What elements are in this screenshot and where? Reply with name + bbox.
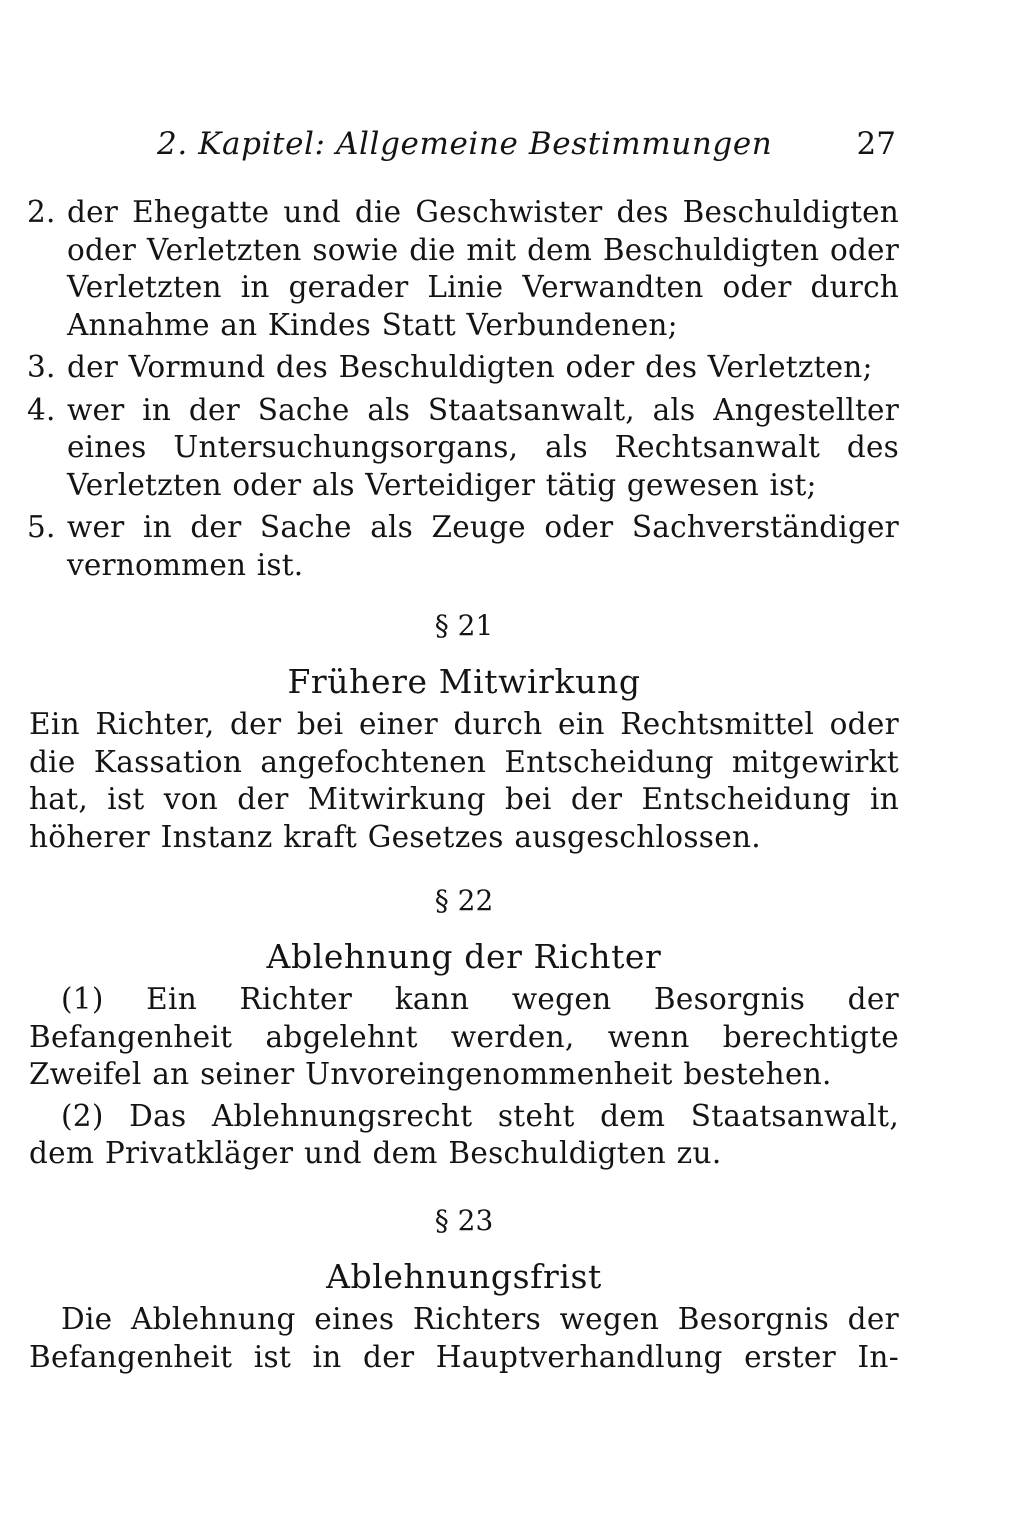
list-item-number: 2. [27, 195, 56, 229]
enumerated-list [27, 194, 899, 589]
section-23 [29, 1201, 899, 1380]
list-item [27, 349, 899, 387]
list-item [27, 194, 899, 344]
section-22 [29, 881, 899, 1177]
section-paragraph: (2) Das Ablehnungsrecht steht dem Staatsanwalt, dem Privatkläger und dem Beschuldigten zu. [29, 1098, 899, 1170]
list-item-number: 4. [27, 392, 56, 427]
list-item [27, 509, 899, 584]
list-item-text: wer in der Sache als Staatsanwalt, als Angestellter eines Untersuchungsorgans, als Rechtsanwalt des Verletzten oder als Verteidiger tätig gewesen ist; [67, 392, 899, 502]
list-item [27, 392, 899, 505]
section-paragraph: (1) Ein Richter kann wegen Besorgnis der Befangenheit abgelehnt werden, wenn berechtigte Zweifel an seiner Unvoreingenommenheit bestehen. [29, 982, 899, 1091]
section-heading: Frühere Mitwirkung [287, 662, 641, 701]
list-item-text: der Vormund des Beschuldigten oder des Verletzten; [67, 350, 873, 384]
section-number: § 22 [434, 884, 494, 917]
list-item-number: 5. [27, 510, 56, 544]
list-item-text: wer in der Sache als Zeuge oder Sachverständiger vernommen ist. [67, 510, 899, 582]
section-heading: Ablehnungsfrist [326, 1257, 602, 1296]
running-header [0, 120, 1024, 168]
chapter-title: 2. Kapitel: Allgemeine Bestimmungen [157, 126, 773, 162]
section-paragraph: Die Ablehnung eines Richters wegen Besorgnis der Befangenheit ist in der Hauptverhandlung erster In- [29, 1302, 899, 1374]
list-item-number: 3. [27, 350, 56, 384]
section-number: § 21 [434, 609, 494, 642]
page-number: 27 [856, 126, 896, 162]
section-paragraph: Ein Richter, der bei einer durch ein Rechtsmittel oder die Kassation angefochtenen Entscheidung mitgewirkt hat, ist von der Mitwirkung bei der Entscheidung in höherer Instanz kraft Gesetzes ausgeschlossen. [29, 707, 899, 854]
section-heading: Ablehnung der Richter [266, 937, 662, 976]
section-number: § 23 [434, 1204, 494, 1237]
section-21 [29, 606, 899, 860]
list-item-text: der Ehegatte und die Geschwister des Beschuldigten oder Verletzten sowie die mit dem Beschuldigten oder Verletzten in gerader Linie Verwandten oder durch Annahme an Kindes Statt Verbundenen; [67, 195, 899, 342]
